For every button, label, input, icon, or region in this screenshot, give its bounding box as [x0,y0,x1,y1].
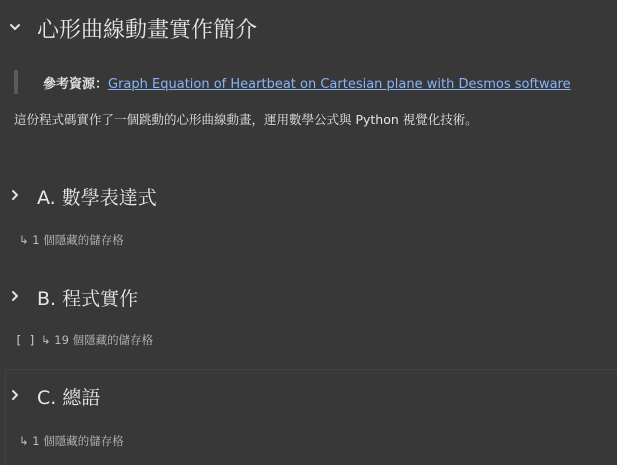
section-b-heading: B. 程式實作 [37,288,139,310]
section-c-hidden-cells[interactable]: ↳ 1 個隱藏的儲存格 [19,434,124,448]
section-c-heading: C. 總語 [37,387,101,409]
section-a-header[interactable] [0,180,617,210]
section-a-heading: A. 數學表達式 [37,187,157,209]
blockquote-bar [14,70,18,94]
reference-line [43,73,571,92]
section-a-hidden-cells[interactable]: ↳ 1 個隱藏的儲存格 [19,233,124,247]
title-section-header[interactable] [0,12,617,42]
chevron-right-icon[interactable] [8,188,22,202]
page-title: 心形曲線動畫實作簡介 [37,18,258,43]
reference-label: 參考資源： [43,77,109,92]
description-text: 這份程式碼實作了一個跳動的心形曲線動畫，運用數學公式與 Python 視覺化技術。 [14,112,478,127]
execution-count-bracket: [ ] [15,333,36,347]
section-b-hidden-cells[interactable]: ↳ 19 個隱藏的儲存格 [41,333,154,347]
section-b-header[interactable] [0,281,617,311]
chevron-down-icon[interactable] [8,20,22,34]
chevron-right-icon[interactable] [8,388,22,402]
section-c-header[interactable] [0,380,617,410]
reference-link[interactable]: Graph Equation of Heartbeat on Cartesian plane with Desmos software [108,77,571,92]
chevron-right-icon[interactable] [8,289,22,303]
